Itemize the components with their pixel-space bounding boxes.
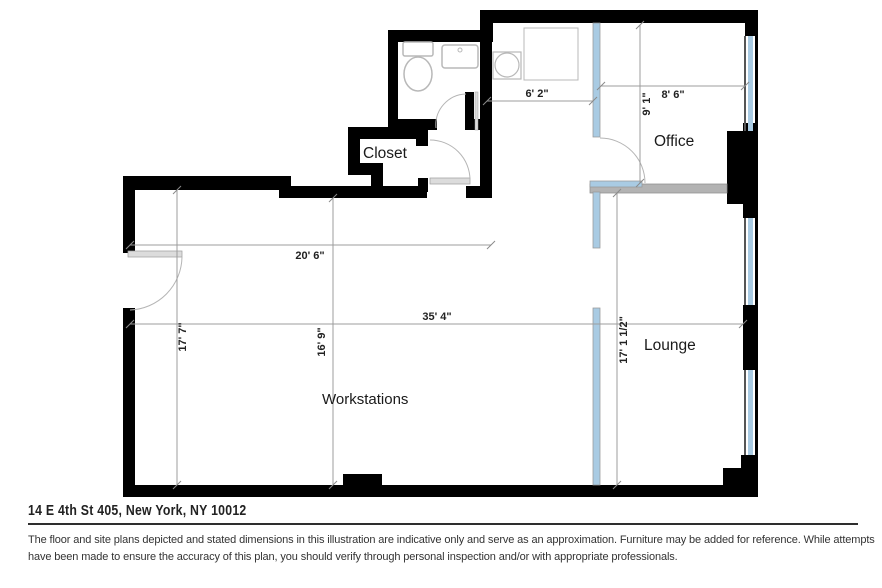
glass-wall	[593, 308, 600, 485]
dimensions	[126, 21, 749, 489]
wall-segment	[755, 10, 758, 497]
door-swing-arc	[130, 257, 182, 310]
dimension-label: 20' 6"	[295, 250, 325, 262]
dimension-kitchen-width	[483, 88, 597, 105]
disclaimer	[28, 532, 875, 565]
door-swing-arc	[600, 138, 645, 183]
glass-panel	[590, 181, 642, 187]
dimension-label: 8' 6"	[661, 89, 685, 101]
room-label-lounge: Lounge	[644, 337, 696, 354]
divider-line	[28, 523, 858, 525]
dimension-lounge-depth	[613, 189, 630, 489]
wall-segment	[466, 186, 492, 198]
dimension-label: 17' 7"	[177, 322, 189, 352]
window-frame	[744, 218, 746, 305]
door-panel	[128, 251, 182, 257]
disclaimer-line-2: have been made to ensure the accuracy of this plan, you should verify through personal inspection and/or with appropriate professionals.	[28, 550, 678, 563]
dimension-left-depth	[173, 186, 189, 489]
door-panel	[475, 92, 478, 130]
faucet	[458, 48, 462, 52]
kitchen-sink	[495, 53, 519, 77]
dimension-label: 35' 4"	[422, 311, 452, 323]
wall-segment	[483, 10, 758, 23]
dimension-label: 6' 2"	[525, 88, 549, 100]
window-glass	[748, 370, 753, 455]
dimension-workstations-depth	[316, 194, 337, 489]
kitchen-counter	[524, 28, 578, 80]
pillar	[743, 305, 758, 370]
footer	[28, 502, 875, 565]
dimension-office-width	[597, 82, 749, 101]
door-panel	[430, 178, 470, 184]
dimension-label: 16' 9"	[316, 327, 328, 357]
wall-segment	[123, 485, 758, 497]
wall-segment	[123, 176, 285, 190]
dimension-label: 17' 1 1/2"	[618, 316, 630, 364]
toilet-bowl	[404, 57, 432, 91]
walls	[123, 10, 758, 497]
windows	[744, 36, 753, 455]
wall-segment	[416, 127, 428, 146]
dimension-office-depth	[636, 21, 653, 187]
room-label-office: Office	[654, 133, 695, 150]
toilet-tank	[403, 42, 433, 56]
window-frame	[744, 36, 746, 131]
door-swing-arc	[430, 140, 470, 180]
wall-segment	[123, 308, 135, 497]
disclaimer-line-1: The floor and site plans depicted and stated dimensions in this illustration are indicative only and serve as an approximation. Furniture may be added for reference. While attempts	[28, 534, 875, 546]
glass-wall	[593, 192, 600, 248]
room-label-workstations: Workstations	[322, 391, 409, 408]
window-glass	[748, 36, 753, 131]
door-swing-arc	[436, 94, 466, 128]
doors	[128, 92, 645, 310]
glass-wall	[593, 23, 600, 137]
dimension-label: 9' 1"	[641, 92, 653, 116]
glass-partitions	[590, 23, 642, 485]
window-frame	[744, 370, 746, 455]
dimension-overall-width	[126, 311, 747, 328]
pillar	[743, 202, 758, 218]
pillar	[343, 474, 382, 486]
wall-segment	[418, 178, 428, 192]
wall-segment	[480, 30, 492, 198]
room-label-closet: Closet	[363, 145, 407, 162]
wall-segment	[388, 30, 488, 42]
pillar	[727, 131, 758, 204]
address-title: 14 E 4th St 405, New York, NY 10012	[28, 502, 247, 519]
window-glass	[748, 218, 753, 305]
wall-segment	[285, 186, 427, 198]
wall-segment	[388, 30, 398, 130]
wall-segment	[465, 92, 474, 130]
wall-segment	[371, 163, 383, 198]
